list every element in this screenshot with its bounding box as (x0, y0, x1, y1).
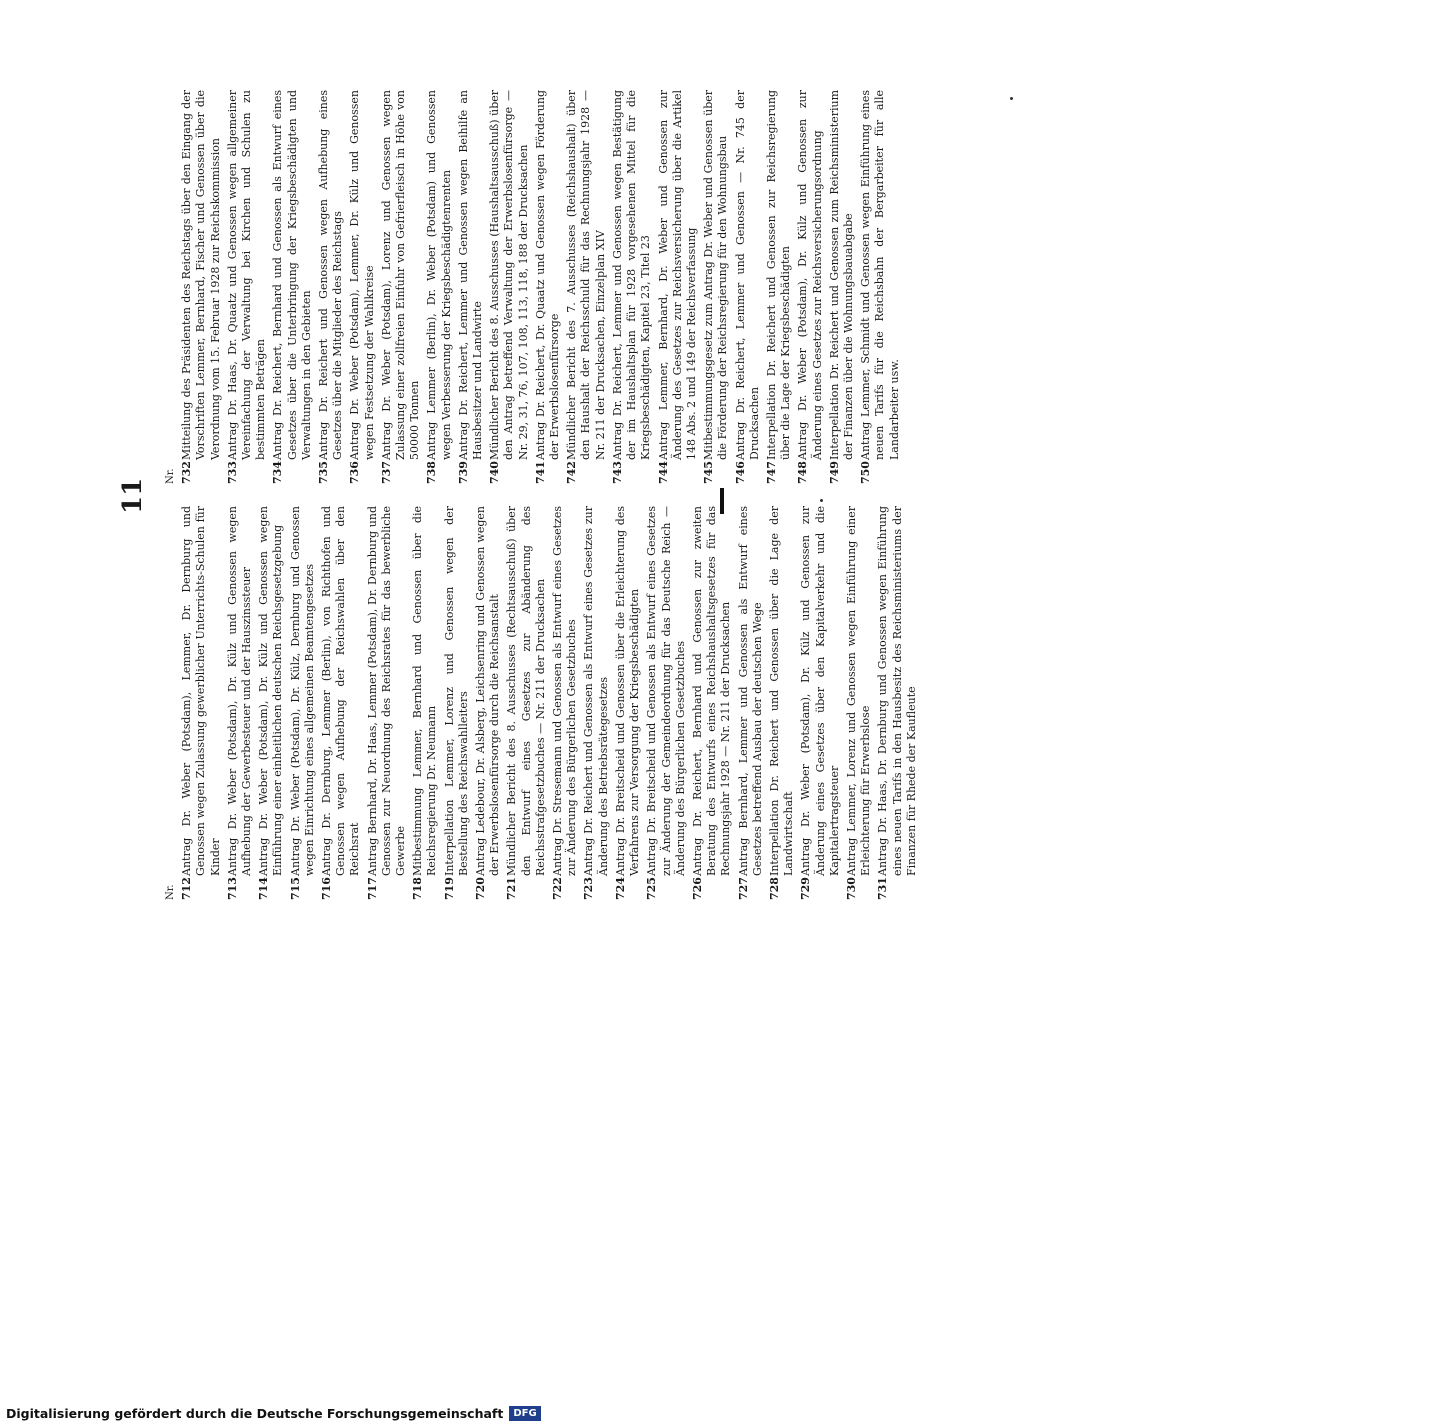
list-item (457, 90, 485, 484)
speck (1010, 97, 1013, 100)
list-item (320, 506, 363, 900)
entry-number: 733 (225, 461, 239, 484)
entry-number: 746 (733, 461, 747, 484)
entry-number: 714 (257, 877, 271, 900)
entry-number: 720 (474, 877, 488, 900)
entry-number: 723 (582, 877, 596, 900)
entry-number: 730 (844, 877, 858, 900)
list-item (845, 506, 873, 900)
list-item (565, 90, 608, 484)
entry-number: 735 (317, 461, 331, 484)
entry-text: Antrag Dr. Weber (Potsdam), Dr. Külz und Genossen zur Änderung eines Gesetzes über den Kapitalverkehr und die Kapitalertragsteuer (799, 506, 841, 876)
column-header: Nr. (165, 468, 176, 484)
list-item (768, 506, 796, 900)
entry-number: 712 (180, 877, 194, 900)
entry-number: 728 (767, 877, 781, 900)
list-item (505, 506, 548, 900)
list-item (691, 506, 734, 900)
list-item (474, 506, 502, 900)
list-item (645, 506, 688, 900)
entry-number: 732 (180, 461, 194, 484)
list-item (614, 506, 642, 900)
entry-text: Antrag Lemmer, Lorenz und Genossen wegen Einführung einer Erleichterung für Erwerbslose (844, 506, 873, 876)
entry-text: Antrag Dr. Weber (Potsdam), Lemmer, Dr. Külz und Genossen wegen Festsetzung der Wahlkreise (348, 90, 376, 460)
page-number: 11 (118, 477, 148, 514)
dfg-logo-icon: DFG (509, 1406, 540, 1421)
entry-text: Antrag Dr. Breitscheid und Genossen als Entwurf eines Gesetzes zur Änderung der Gemeindeordnung für das Deutsche Reich — Änderung des Bürgerlichen Gesetzbuches (645, 506, 687, 876)
list-item (796, 90, 824, 484)
entry-text: Antrag Dr. Reichert, Bernhard und Genossen als Entwurf eines Gesetzes über die Unterbringung der Kriegsbeschädigten und Verwaltungen in den Gebieten (271, 90, 313, 460)
right-column (164, 90, 905, 484)
entry-text: Antrag Dr. Reichert, Lemmer und Genossen — Nr. 745 der Drucksachen (733, 90, 761, 460)
list-item (488, 90, 531, 484)
entry-text: Mündlicher Bericht des 7. Ausschusses (Reichshaushalt) über den Haushalt der Reichsschuld für das Rechnungsjahr 1928 — Nr. 211 der Drucksachen, Einzelplan XIV (565, 90, 607, 460)
list-item (799, 506, 842, 900)
entry-text: Antrag Bernhard, Lemmer und Genossen als Entwurf eines Gesetzes betreffend Ausbau der deutschen Wege (736, 506, 764, 876)
list-item (737, 506, 765, 900)
entry-number: 724 (613, 877, 627, 900)
list-item (289, 506, 317, 900)
entry-number: 740 (488, 461, 502, 484)
entry-number: 741 (533, 461, 547, 484)
left-column (164, 506, 922, 900)
list-item (271, 90, 314, 484)
entry-text: Mitbestimmungsgesetz zum Antrag Dr. Weber und Genossen über die Förderung der Reichsregierung für den Wohnungsbau (702, 90, 730, 460)
entry-text: Mitteilung des Präsidenten des Reichstags über den Eingang der Vorschriften Lemmer, Bernhard, Fischer und Genossen über die Verordnung vom 15. Februar 1928 zur Reichskommission (180, 90, 222, 460)
entry-text: Mitbestimmung Lemmer, Bernhard und Genossen über die Reichsregierung Dr. Neumann (411, 506, 439, 876)
entry-text: Antrag Dr. Reichert und Genossen als Entwurf eines Gesetzes zur Änderung des Betriebsrätegesetzes (582, 506, 610, 876)
entry-text: Antrag Dr. Weber (Potsdam), Dr. Külz und Genossen wegen Einführung einer einheitlichen deutschen Reichsgesetzgebung (257, 506, 285, 876)
list-item (702, 90, 730, 484)
entry-text: Antrag Lemmer (Berlin), Dr. Weber (Potsdam) und Genossen wegen Verbesserung der Kriegsbeschädigtenrenten (425, 90, 453, 460)
entry-text: Antrag Ledebour, Dr. Alsberg, Leichsenring und Genossen wegen der Erwerbslosenfürsorge durch die Reichsanstalt (474, 506, 502, 876)
list-item (443, 506, 471, 900)
entry-text: Antrag Dr. Weber (Potsdam), Dr. Külz und Genossen zur Änderung eines Gesetzes zur Reichsversicherungsordnung (796, 90, 824, 460)
entry-text: Antrag Dr. Weber (Potsdam), Dr. Külz, Dernburg und Genossen wegen Einrichtung eines allgemeinen Beamtengesetzes (288, 506, 316, 876)
entry-number: 743 (610, 461, 624, 484)
list-item (380, 90, 423, 484)
entry-number: 731 (876, 877, 890, 900)
digitization-footer (6, 1406, 541, 1421)
entry-number: 750 (859, 461, 873, 484)
entry-text: Antrag Dr. Stresemann und Genossen als Entwurf eines Gesetzes zur Änderung des Bürgerlichen Gesetzbuches (551, 506, 579, 876)
entry-text: Antrag Dr. Reichert und Genossen wegen Aufhebung eines Gesetzes über die Mitglieder des Reichstags (317, 90, 345, 460)
entry-number: 729 (799, 877, 813, 900)
entry-number: 738 (425, 461, 439, 484)
entry-text: Antrag Dr. Reichert, Dr. Quaatz und Genossen wegen Förderung der Erwerbslosenfürsorge (533, 90, 562, 460)
entry-number: 721 (505, 877, 519, 900)
entry-number: 742 (565, 461, 579, 484)
entry-number: 718 (411, 877, 425, 900)
entry-text: Antrag Lemmer, Schmidt und Genossen wegen Einführung eines neuen Tarifs für die Reichsbahn der Bergarbeiter für alle Landarbeiter usw. (859, 90, 901, 460)
entry-number: 734 (271, 461, 285, 484)
entry-text: Interpellation Dr. Reichert und Genossen zur Reichsregierung über die Lage der Kriegsbeschädigten (764, 90, 793, 460)
entry-text: Antrag Dr. Reichert, Lemmer und Genossen wegen Beihilfe an Hausbesitzer und Landwirte (456, 90, 485, 460)
list-item (657, 90, 700, 484)
list-item (317, 90, 345, 484)
list-item (828, 90, 856, 484)
list-item (180, 506, 223, 900)
entry-number: 725 (645, 877, 659, 900)
entry-number: 713 (225, 877, 239, 900)
entry-text: Interpellation Dr. Reichert und Genossen zum Reichsministerium der Finanzen über die Wohnungsbauabgabe (827, 90, 855, 460)
entry-text: Antrag Dr. Weber (Potsdam), Dr. Külz und Genossen wegen Aufhebung der Gewerbesteuer und der Hauszinssteuer (225, 506, 254, 876)
entry-number: 747 (764, 461, 778, 484)
entry-text: Mündlicher Bericht des 8. Ausschusses (Haushaltsausschuß) über den Antrag betreffend Verwaltung der Erwerbslosenfürsorge — Nr. 29, 31, 76, 107, 108, 113, 118, 188 der Drucksachen (488, 90, 530, 460)
entry-number: 727 (736, 877, 750, 900)
list-item (226, 506, 254, 900)
entry-text: Antrag Dr. Dernburg, Lemmer (Berlin), von Richthofen und Genossen wegen Aufhebung der Reichswahlen über den Reichsrat (320, 506, 362, 876)
footer-text: Digitalisierung gefördert durch die Deutsche Forschungsgemeinschaft (6, 1406, 504, 1421)
entry-number: 722 (551, 877, 565, 900)
list-item (366, 506, 409, 900)
entry-text: Antrag Dr. Reichert, Bernhard und Genossen zur zweiten Beratung des Entwurfs eines Reichshaushaltsgesetzes für das Rechnungsjahr 1928 — Nr. 211 der Drucksachen (690, 506, 733, 876)
list-item (765, 90, 793, 484)
entry-number: 745 (702, 461, 716, 484)
list-item (551, 506, 579, 900)
entry-text: Antrag Dr. Reichert, Lemmer und Genossen wegen Bestätigung der im Haushaltsplan für 1928 vorgesehenen Mittel für die Kriegsbeschädigten, Kapitel 23, Titel 23 (610, 90, 653, 460)
column-header: Nr. (165, 884, 176, 900)
speck (820, 499, 823, 502)
entry-number: 719 (442, 877, 456, 900)
list-item (734, 90, 762, 484)
entry-text: Mündlicher Bericht des 8. Ausschusses (Rechtsausschuß) über den Entwurf eines Gesetzes zur Abänderung des Reichsstrafgesetzbuches — Nr. 211 der Drucksachen (505, 506, 547, 876)
entry-number: 715 (288, 877, 302, 900)
entry-text: Interpellation Dr. Reichert und Genossen über die Lage der Landwirtschaft (767, 506, 796, 876)
list-item (859, 90, 902, 484)
list-item (257, 506, 285, 900)
list-item (180, 90, 223, 484)
entry-text: Antrag Lemmer, Bernhard, Dr. Weber und Genossen zur Änderung des Gesetzes zur Reichsversicherung über die Artikel 148 Abs. 2 und 149 der Reichsverfassung (656, 90, 698, 460)
entry-number: 726 (690, 877, 704, 900)
list-item (876, 506, 919, 900)
entry-text: Antrag Bernhard, Dr. Haas, Lemmer (Potsdam), Dr. Dernburg und Genossen zur Neuordnung des Reichsrates für das bewerbliche Gewerbe (365, 506, 408, 876)
list-item (611, 90, 654, 484)
entry-text: Antrag Dr. Breitscheid und Genossen über die Erleichterung des Verfahrens zur Versorgung der Kriegsbeschädigten (613, 506, 642, 876)
entry-text: Antrag Dr. Weber (Potsdam), Lemmer, Dr. Dernburg und Genossen wegen Zulassung gewerblicher Unterrichts-Schulen für Kinder (180, 506, 222, 876)
entry-text: Interpellation Lemmer, Lorenz und Genossen wegen der Bestellung des Reichswahlleiters (442, 506, 470, 876)
entry-number: 739 (456, 461, 470, 484)
entry-text: Antrag Dr. Weber (Potsdam), Lorenz und Genossen wegen Zulassung einer zollfreien Einfuhr von Gefrierfleisch in Höhe von 50000 Tonnen (379, 90, 422, 460)
list-item (534, 90, 562, 484)
entry-number: 744 (656, 461, 670, 484)
entry-number: 748 (796, 461, 810, 484)
entry-text: Antrag Dr. Haas, Dr. Dernburg und Genossen wegen Einführung eines neuen Tarifs in den Hausbesitz des Reichsministeriums der Finanzen für Rhede der Kaufleute (876, 506, 918, 876)
list-item (425, 90, 453, 484)
list-item (411, 506, 439, 900)
entry-number: 749 (827, 461, 841, 484)
entry-number: 716 (320, 877, 334, 900)
entry-number: 717 (365, 877, 379, 900)
entry-text: Antrag Dr. Haas, Dr. Quaatz und Genossen wegen allgemeiner Vereinfachung der Verwaltung bei Kirchen und Schulen zu bestimmten Beträgen (225, 90, 268, 460)
entry-number: 737 (379, 461, 393, 484)
entry-number: 736 (348, 461, 362, 484)
list-item (226, 90, 269, 484)
list-item (582, 506, 610, 900)
list-item (348, 90, 376, 484)
